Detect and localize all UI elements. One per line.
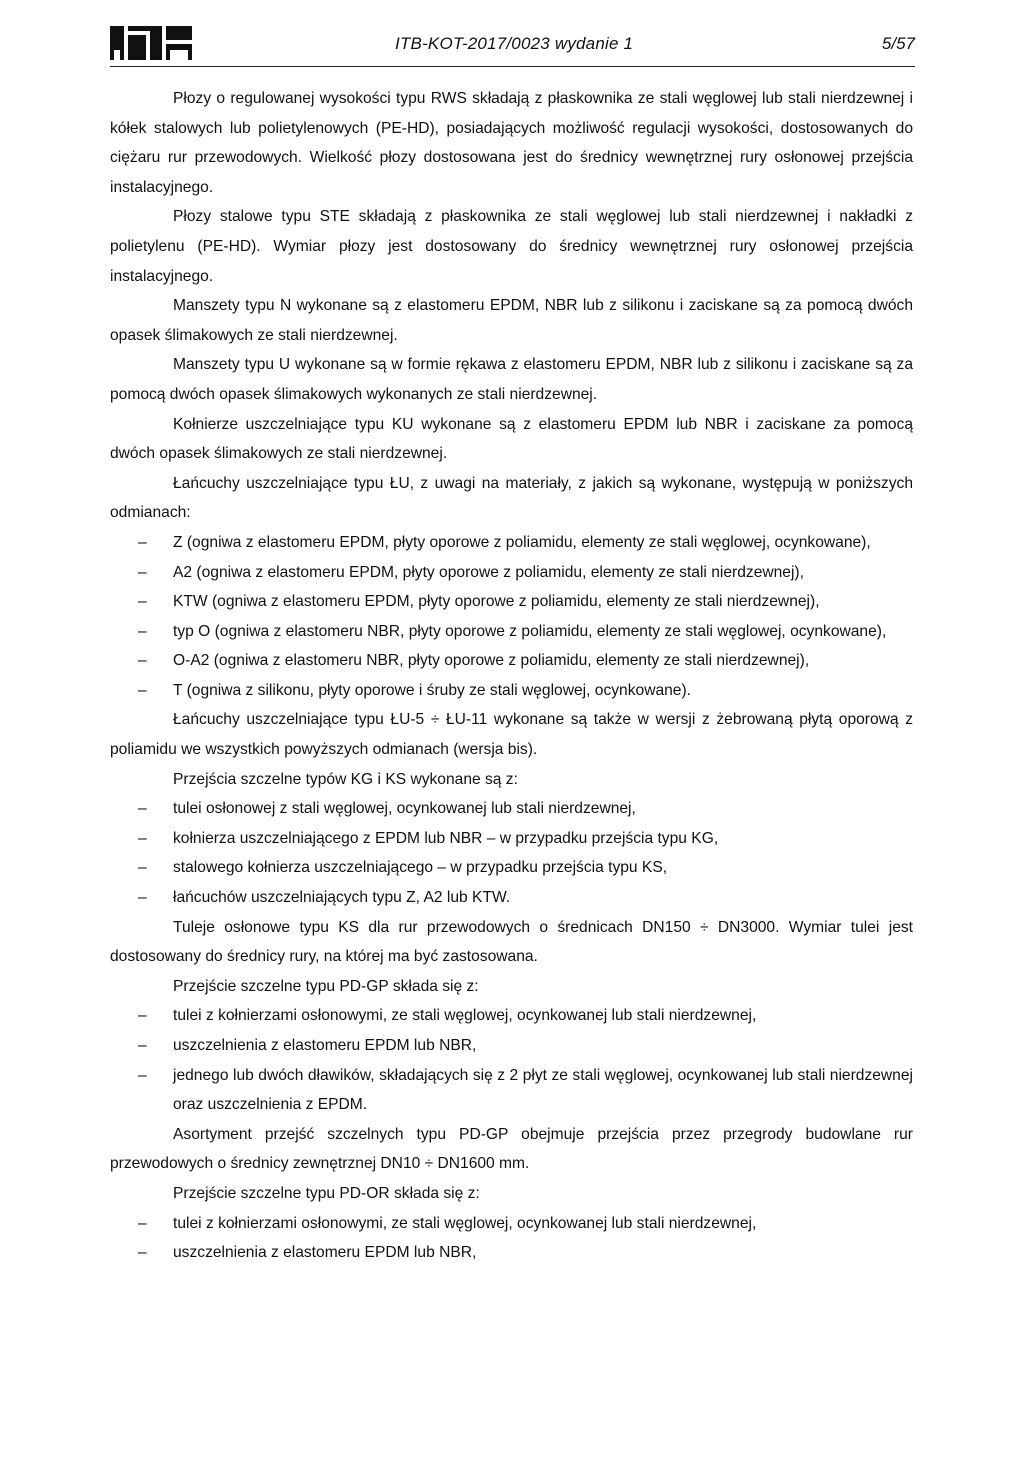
list-dash: –: [138, 1007, 147, 1025]
paragraph: Asortyment przejść szczelnych typu PD-GP obejmuje przejścia przez przegrody budowlane rur przewodowych o średnicy zewnętrznej DN10 ÷ DN1600 mm.: [110, 1125, 913, 1173]
list-dash: –: [138, 622, 147, 640]
list-item-text: O-A2 (ogniwa z elastomeru NBR, płyty oporowe z poliamidu, elementy ze stali nierdzewnej),: [173, 652, 810, 670]
document-id: ITB-KOT-2017/0023 wydanie 1: [395, 34, 634, 53]
itb-logo: [110, 26, 192, 60]
paragraph: Łańcuchy uszczelniające typu ŁU-5 ÷ ŁU-11 wykonane są także w wersji z żebrowaną płytą oporową z poliamidu we wszystkich powyższych odmianach (wersja bis).: [110, 711, 913, 759]
list-item-text: tulei z kołnierzami osłonowymi, ze stali węglowej, ocynkowanej lub stali nierdzewnej,: [173, 1214, 757, 1232]
list-item-text: KTW (ogniwa z elastomeru EPDM, płyty oporowe z poliamidu, elementy ze stali nierdzewnej),: [173, 593, 820, 611]
list-item: [110, 1238, 913, 1268]
paragraph: Łańcuchy uszczelniające typu ŁU, z uwagi na materiały, z jakich są wykonane, występują w poniższych odmianach:: [110, 474, 913, 522]
list-item: [110, 853, 913, 883]
list-item: [110, 824, 913, 854]
list-dash: –: [138, 533, 147, 551]
paragraph: Przejście szczelne typu PD-OR składa się z:: [173, 1184, 480, 1202]
header-rule: [110, 66, 915, 67]
list-item-text: T (ogniwa z silikonu, płyty oporowe i śruby ze stali węglowej, ocynkowane).: [173, 681, 692, 699]
paragraph: Tuleje osłonowe typu KS dla rur przewodowych o średnicach DN150 ÷ DN3000. Wymiar tulei jest dostosowany do średnicy rury, na której ma być zastosowana.: [110, 918, 913, 966]
page-number: 5/57: [881, 34, 915, 53]
list-item: [110, 1209, 913, 1239]
list-item-text: łańcuchów uszczelniających typu Z, A2 lub KTW.: [173, 889, 511, 907]
paragraph: Przejście szczelne typu PD-GP składa się z:: [173, 977, 479, 995]
paragraph: Kołnierze uszczelniające typu KU wykonane są z elastomeru EPDM lub NBR i zaciskane za pomocą dwóch opasek ślimakowych ze stali nierdzewnej.: [110, 415, 913, 463]
paragraph: Przejścia szczelne typów KG i KS wykonane są z:: [173, 770, 518, 788]
list-item: [110, 676, 913, 706]
list-dash: –: [138, 652, 147, 670]
list-item-text: typ O (ogniwa z elastomeru NBR, płyty oporowe z poliamidu, elementy ze stali węglowej, ocynkowane),: [173, 622, 887, 640]
paragraph: Manszety typu N wykonane są z elastomeru EPDM, NBR lub z silikonu i zaciskane są za pomocą dwóch opasek ślimakowych ze stali nierdzewnej.: [110, 297, 913, 344]
list-dash: –: [138, 1037, 147, 1054]
list-item: [110, 646, 913, 676]
list-dash: –: [138, 859, 147, 877]
list-item: [110, 1031, 913, 1061]
list-item: [110, 794, 913, 824]
list-item-text: A2 (ogniwa z elastomeru EPDM, płyty oporowe z poliamidu, elementy ze stali nierdzewnej),: [173, 563, 804, 581]
list-item-text: stalowego kołnierza uszczelniającego – w przypadku przejścia typu KS,: [173, 859, 668, 877]
list-item-text: Z (ogniwa z elastomeru EPDM, płyty oporowe z poliamidu, elementy ze stali węglowej, ocynkowane),: [173, 533, 871, 551]
list-dash: –: [138, 681, 147, 699]
list-item-text: uszczelnienia z elastomeru EPDM lub NBR,: [173, 1244, 477, 1262]
list-item: [110, 1001, 913, 1031]
list-dash: –: [138, 889, 147, 907]
list-dash: –: [138, 800, 147, 818]
list-item-text: uszczelnienia z elastomeru EPDM lub NBR,: [173, 1037, 477, 1054]
list-item-text: jednego lub dwóch dławików, składających się z 2 płyt ze stali węglowej, ocynkowanej lub stali nierdzewnej oraz uszczelnienia z EPDM.: [173, 1066, 913, 1114]
list-item-text: tulei z kołnierzami osłonowymi, ze stali węglowej, ocynkowanej lub stali nierdzewnej,: [173, 1007, 757, 1025]
list-dash: –: [138, 1066, 147, 1084]
paragraph: Płozy stalowe typu STE składają z płaskownika ze stali węglowej lub stali nierdzewnej i nakładki z polietylenu (PE-HD). Wymiar płozy jest dostosowany do średnicy wewnętrznej rury osłonowej przejścia instalacyjnego.: [110, 208, 913, 285]
list-item-text: kołnierza uszczelniającego z EPDM lub NBR – w przypadku przejścia typu KG,: [173, 829, 719, 847]
document-body: [110, 84, 913, 1268]
list-dash: –: [138, 1244, 147, 1262]
list-dash: –: [138, 1214, 147, 1232]
list-item: [110, 617, 913, 647]
list-item: [110, 1061, 913, 1120]
list-dash: –: [138, 593, 147, 611]
list-item: [110, 558, 913, 588]
list-dash: –: [138, 829, 147, 847]
list-item-text: tulei osłonowej z stali węglowej, ocynkowanej lub stali nierdzewnej,: [173, 800, 636, 818]
page-header: [110, 22, 915, 68]
list-dash: –: [138, 563, 147, 581]
paragraph: Płozy o regulowanej wysokości typu RWS składają z płaskownika ze stali węglowej lub stali nierdzewnej i kółek stalowych lub polietylenowych (PE-HD), posiadających możliwość regulacji wysokości, dostosowanych do ciężaru rur przewodowych. Wielkość płozy dostosowana jest do średnicy wewnętrznej rury osłonowej przejścia instalacyjnego.: [110, 90, 913, 196]
paragraph: Manszety typu U wykonane są w formie rękawa z elastomeru EPDM, NBR lub z silikonu i zaciskane są za pomocą dwóch opasek ślimakowych wykonanych ze stali nierdzewnej.: [110, 356, 913, 403]
list-item: [110, 587, 913, 617]
list-item: [110, 883, 913, 913]
list-item: [110, 528, 913, 558]
